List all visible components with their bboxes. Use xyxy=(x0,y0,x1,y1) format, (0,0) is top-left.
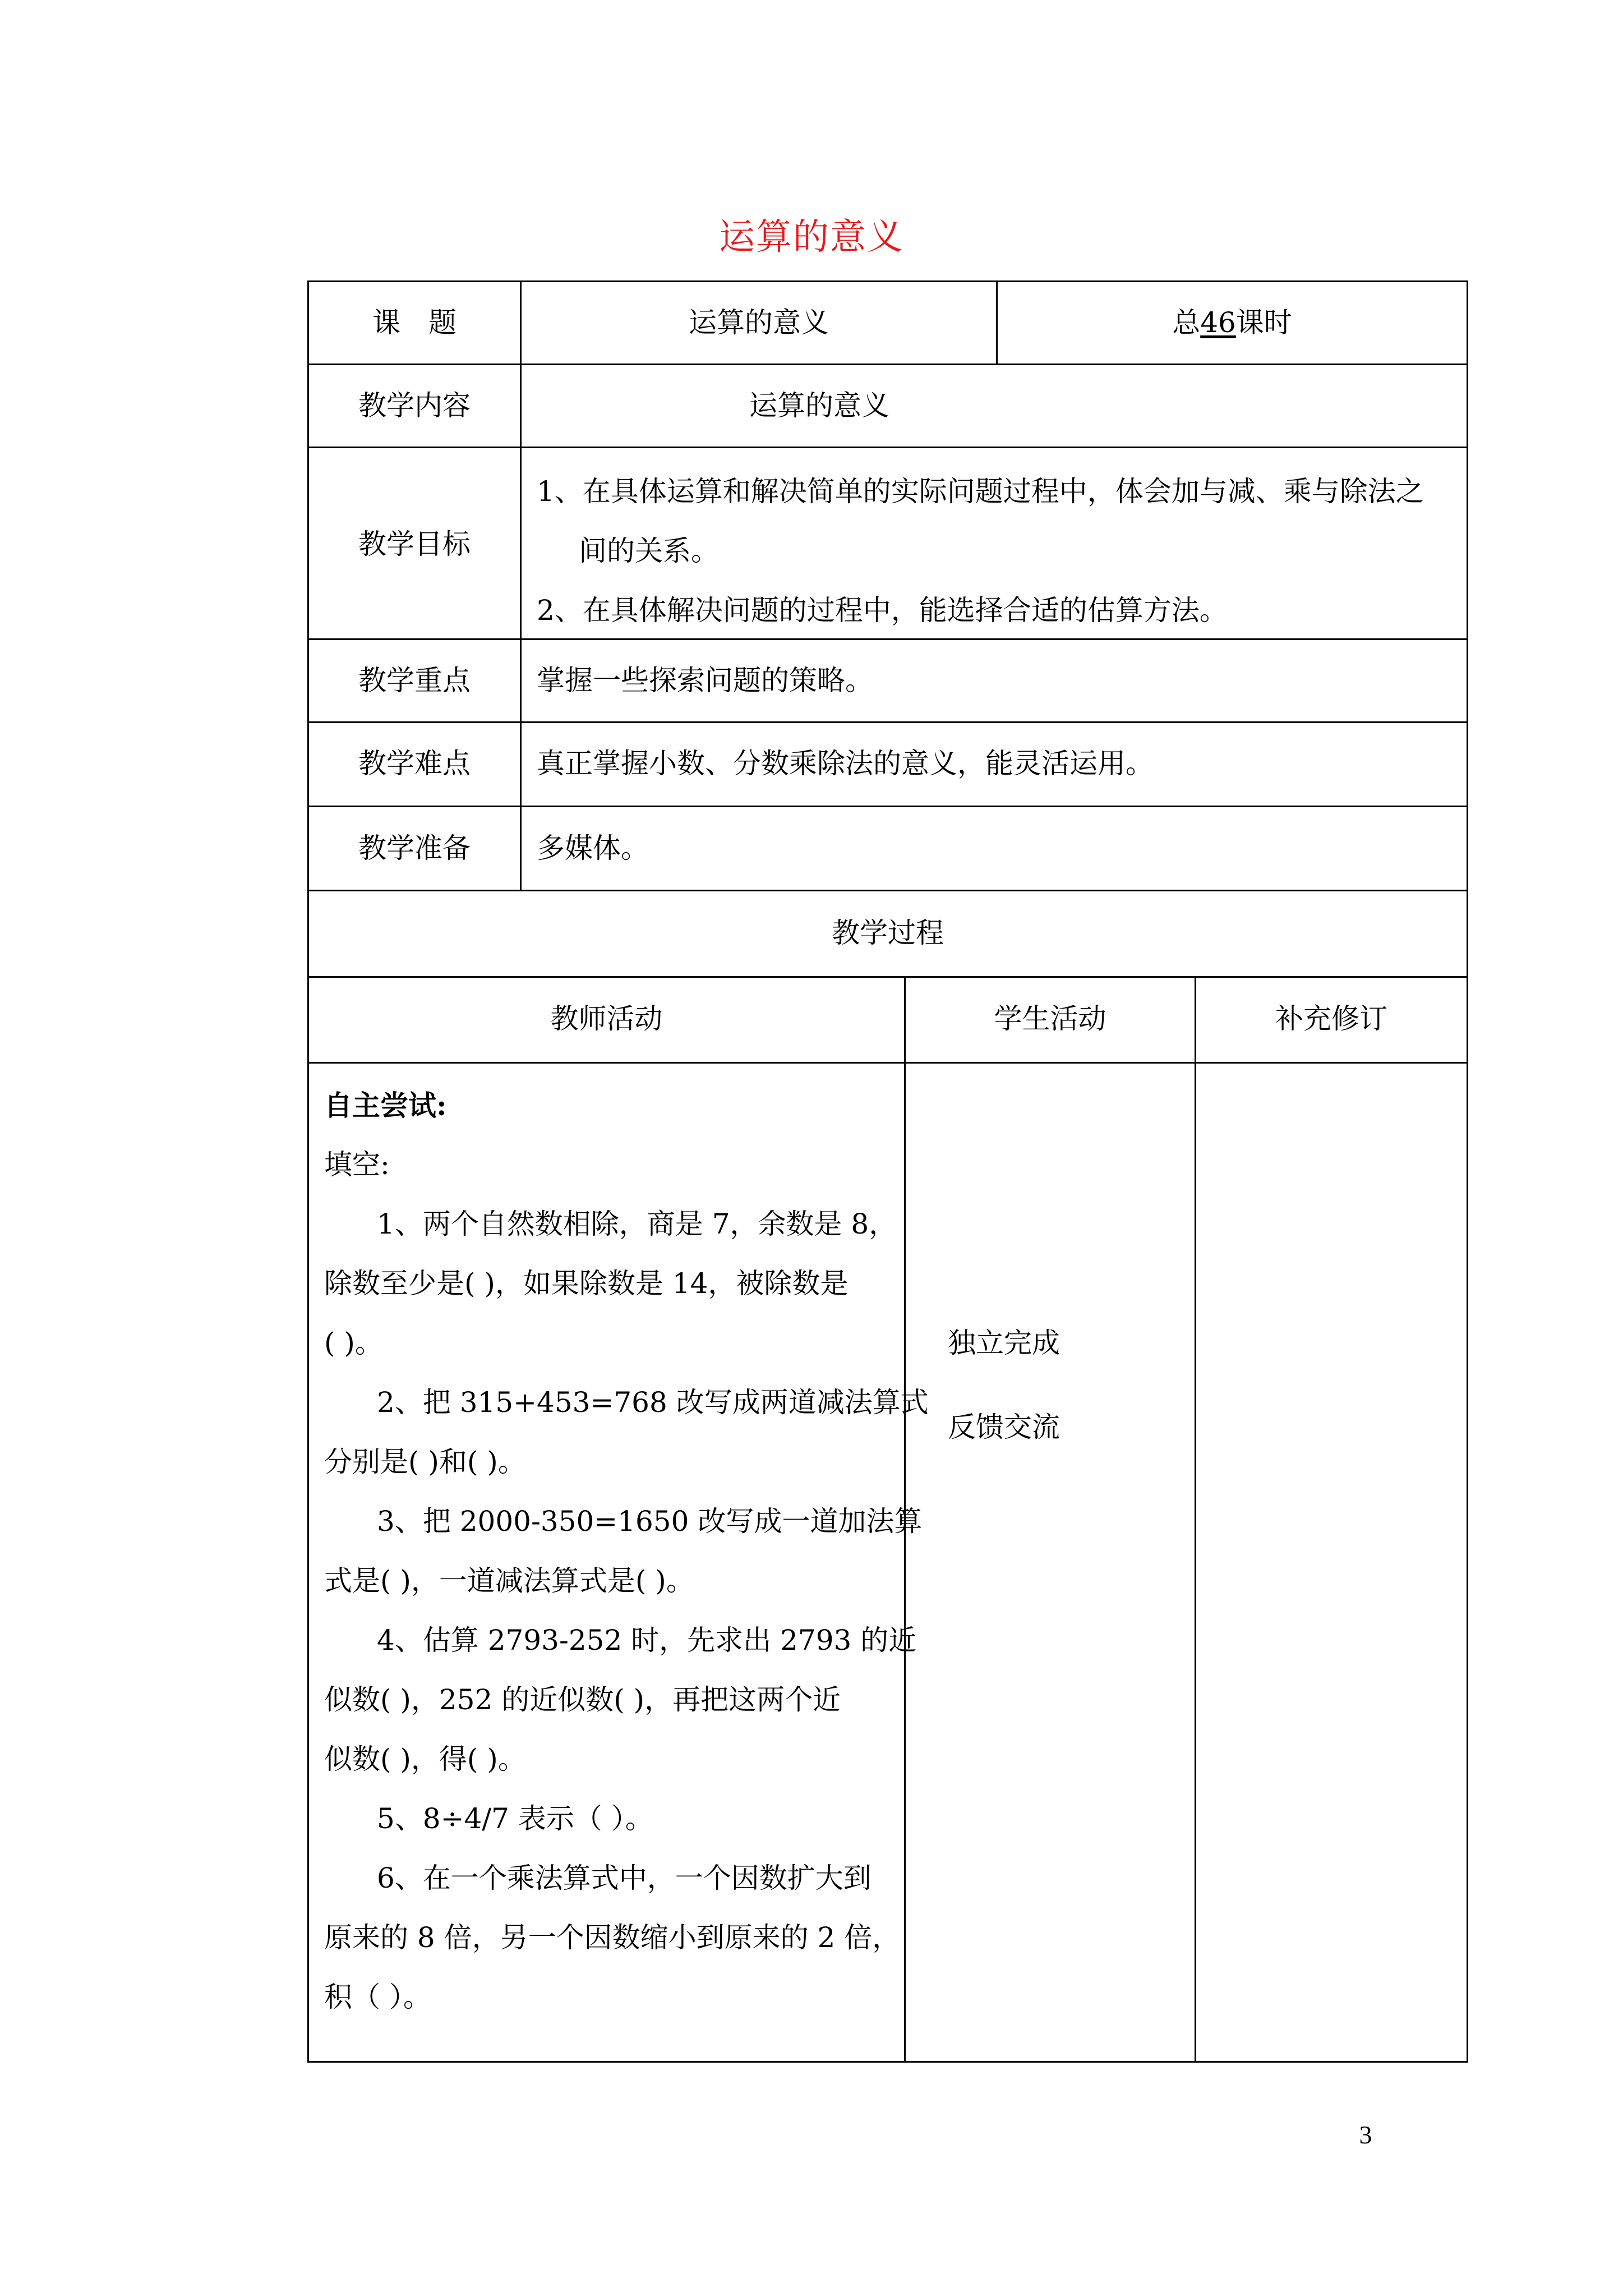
teacher-line: 积（ ）。 xyxy=(324,1981,431,2013)
teacher-line: ( )。 xyxy=(324,1327,383,1359)
table-rule xyxy=(307,890,1468,891)
student-activity-line: 反馈交流 xyxy=(948,1411,1060,1443)
objective-2: 2、在具体解决问题的过程中，能选择合适的估算方法。 xyxy=(537,594,1228,627)
prep-value: 多媒体。 xyxy=(537,832,649,864)
teacher-line: 似数( )，252 的近似数( )，再把这两个近 xyxy=(324,1683,841,1716)
table-rule xyxy=(307,638,1468,640)
teacher-line: 5、8÷4/7 表示（ ）。 xyxy=(377,1802,653,1835)
col-revision: 补充修订 xyxy=(1275,1002,1387,1035)
objective-1-line1: 1、在具体运算和解决简单的实际问题过程中，体会加与减、乘与除法之 xyxy=(537,475,1424,508)
table-rule xyxy=(307,447,1468,448)
subject-value: 运算的意义 xyxy=(689,306,829,339)
key-value: 掌握一些探索问题的策略。 xyxy=(537,664,873,697)
total-lessons xyxy=(998,306,1467,339)
content-label: 教学内容 xyxy=(358,389,471,422)
teacher-line: 分别是( )和( )。 xyxy=(324,1446,526,1478)
teacher-line: 4、估算 2793-252 时，先求出 2793 的近 xyxy=(377,1624,917,1657)
teacher-heading: 自主尝试: xyxy=(324,1089,447,1122)
subject-label: 课题 xyxy=(372,306,485,339)
table-rule xyxy=(1195,976,1196,2063)
objective-label: 教学目标 xyxy=(358,528,471,560)
prep-label: 教学准备 xyxy=(358,832,471,864)
col-teacher-activity: 教师活动 xyxy=(550,1002,663,1035)
student-activity-line: 独立完成 xyxy=(948,1327,1060,1359)
difficulty-label: 教学难点 xyxy=(358,747,471,780)
table-rule xyxy=(1467,280,1468,2063)
table-rule xyxy=(307,280,1468,282)
table-rule xyxy=(307,976,1468,978)
table-rule xyxy=(307,806,1468,807)
teacher-line: 式是( )，一道减法算式是( )。 xyxy=(324,1565,694,1597)
total-number: 46 xyxy=(1200,306,1236,339)
content-value: 运算的意义 xyxy=(749,389,889,422)
difficulty-value: 真正掌握小数、分数乘除法的意义，能灵活运用。 xyxy=(537,747,1154,780)
process-header: 教学过程 xyxy=(832,917,944,949)
teacher-line: 6、在一个乘法算式中，一个因数扩大到 xyxy=(377,1862,872,1894)
key-label: 教学重点 xyxy=(358,664,471,697)
table-rule xyxy=(307,1062,1468,1064)
teacher-line: 3、把 2000-350=1650 改写成一道加法算 xyxy=(377,1505,923,1538)
page-number: 3 xyxy=(1359,2120,1372,2149)
col-student-activity: 学生活动 xyxy=(994,1002,1106,1035)
table-rule xyxy=(307,364,1468,365)
table-rule xyxy=(520,280,522,891)
teacher-line: 似数( )，得( )。 xyxy=(324,1743,526,1775)
teacher-line: 原来的 8 倍，另一个因数缩小到原来的 2 倍， xyxy=(324,1921,901,1954)
page-title: 运算的意义 xyxy=(719,217,904,258)
teacher-line: 除数至少是( )，如果除数是 14，被除数是 xyxy=(324,1267,849,1300)
teacher-line: 2、把 315+453=768 改写成两道减法算式 xyxy=(377,1386,929,1419)
total-suffix: 课时 xyxy=(1235,306,1292,339)
objective-1-line2: 间的关系。 xyxy=(579,535,719,567)
teacher-intro: 填空: xyxy=(324,1148,390,1181)
teacher-line: 1、两个自然数相除，商是 7，余数是 8， xyxy=(377,1208,897,1240)
table-rule xyxy=(307,2061,1468,2063)
table-rule xyxy=(307,721,1468,723)
total-prefix: 总 xyxy=(1172,306,1201,339)
